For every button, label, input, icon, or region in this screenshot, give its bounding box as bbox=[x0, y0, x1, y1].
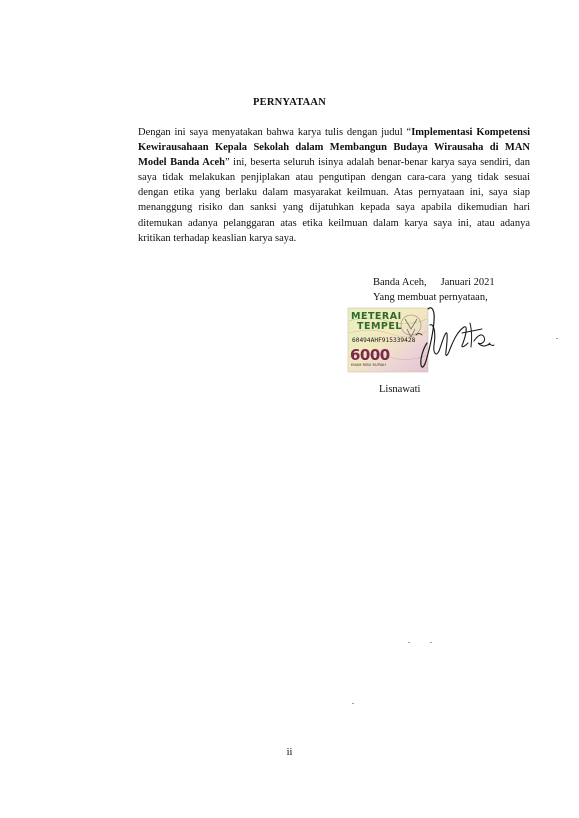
signer-name: Lisnawati bbox=[379, 384, 421, 395]
thesis-title: Implementasi Kompetensi Kewirausahaan Kepala Sekolah dalam Membangun Budaya Wirausaha di MAN Model Banda Aceh bbox=[138, 127, 530, 169]
statement-paragraph bbox=[138, 125, 530, 246]
scan-speck bbox=[430, 642, 432, 643]
statement-body: ” ini, beserta seluruh isinya adalah benar-benar karya saya sendiri, dan saya tidak melakukan penjiplakan atau pengutipan dengan cara-cara yang tidak sesuai dengan etika yang berlaku dalam masyarakat keilmuan. Atas pernyataan ini, saya siap menanggung risiko dan sanksi yang dijatuhkan kepada saya apabila dikemudian hari ditemukan adanya pelanggaran atas etika keilmuan dalam karya saya ini, atau adanya kritikan terhadap keaslian karya saya. bbox=[138, 157, 530, 244]
stamp-value: 6000 bbox=[350, 346, 390, 364]
maker-label: Yang membuat pernyataan, bbox=[373, 292, 488, 303]
place-label: Banda Aceh, bbox=[373, 277, 427, 288]
statement-intro: Dengan ini saya menyatakan bahwa karya tulis dengan judul “ bbox=[138, 127, 412, 138]
place-date bbox=[373, 277, 495, 288]
stamp-serial: 60494AHF915339428 bbox=[352, 337, 416, 344]
stamp-label-line2: TEMPEL bbox=[357, 321, 402, 332]
date-label: Januari 2021 bbox=[440, 277, 495, 288]
stamp-label-line1: METERAI bbox=[351, 311, 402, 322]
page-title: PERNYATAAN bbox=[253, 97, 326, 108]
scan-speck bbox=[556, 338, 558, 339]
stamp-value-words: ENAM RIBU RUPIAH bbox=[351, 363, 386, 367]
scan-speck bbox=[352, 703, 354, 704]
scan-speck bbox=[408, 642, 410, 643]
page-number: ii bbox=[286, 747, 293, 758]
handwritten-signature bbox=[408, 303, 508, 373]
